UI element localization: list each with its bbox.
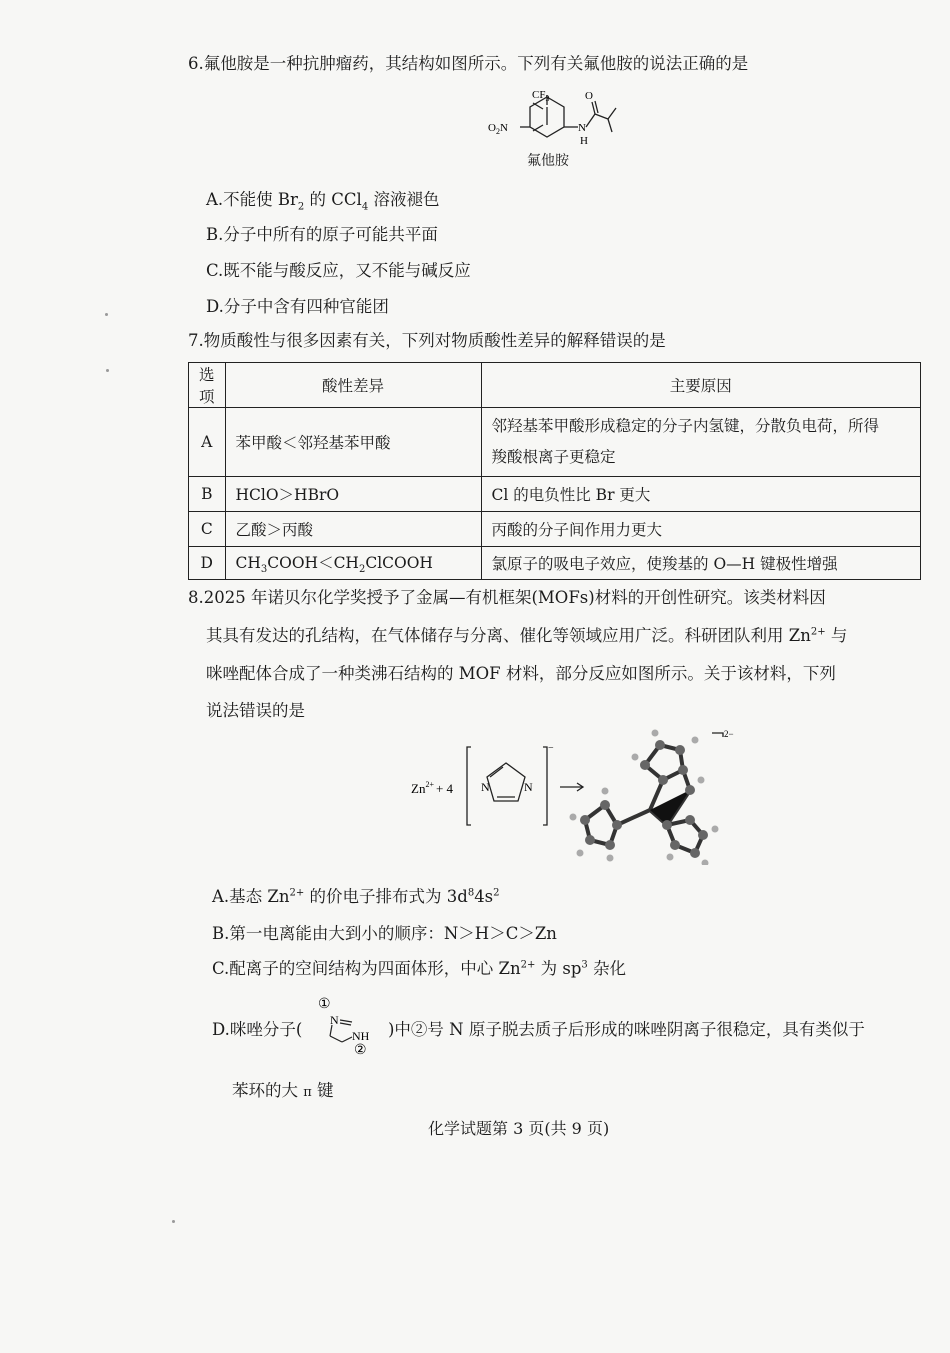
row-d-reason: 氯原子的吸电子效应，使羧基的 O—H 键极性增强 — [481, 547, 920, 580]
table-header-row — [189, 363, 921, 408]
imidazole-nh: NH — [352, 1029, 370, 1043]
q6-option-c: C.既不能与酸反应，又不能与碱反应 — [206, 261, 471, 280]
q8-option-d-post: )中②号 N 原子脱去质子后形成的咪唑阴离子很稳定，具有类似于 — [388, 1020, 865, 1039]
scan-speck — [105, 313, 108, 316]
zn-ion-label: $Zn^{2+} + 4$ — [411, 780, 454, 796]
o2n-label: $O_2N$ — [488, 122, 508, 136]
table-row — [189, 477, 921, 512]
carbonyl-o-label: O — [585, 90, 593, 102]
q8-option-d-pre: D.咪唑分子( — [212, 1020, 303, 1039]
table-row — [189, 512, 921, 547]
page-footer: 化学试题第 3 页(共 9 页) — [428, 1119, 610, 1138]
scan-speck — [106, 369, 109, 372]
imidazole-n-right: N — [524, 780, 533, 794]
q7-stem: 7.物质酸性与很多因素有关，下列对物质酸性差异的解释错误的是 — [188, 331, 666, 350]
row-a-reason: 邻羟基苯甲酸形成稳定的分子内氢键，分散负电荷，所得 羧酸根离子更稳定 — [481, 408, 920, 477]
zn-imidazole-reaction-figure — [405, 725, 735, 865]
header-acid-difference: 酸性差异 — [225, 363, 481, 408]
q8-stem-line3: 咪唑配体合成了一种类沸石结构的 MOF 材料，部分反应如图所示。关于该材料，下列 — [206, 664, 836, 683]
q8-stem-line4: 说法错误的是 — [206, 701, 305, 720]
imidazole-n-left: N — [481, 780, 490, 794]
imidazole-molecule-inline — [316, 992, 388, 1056]
q6-option-b: B.分子中所有的原子可能共平面 — [206, 225, 438, 244]
row-d-option: D — [189, 547, 226, 580]
header-main-reason: 主要原因 — [481, 363, 920, 408]
q6-stem: 6.氟他胺是一种抗肿瘤药，其结构如图所示。下列有关氟他胺的说法正确的是 — [188, 54, 749, 73]
q6-option-d: D.分子中含有四种官能团 — [206, 297, 389, 316]
row-b-diff: HClO＞HBrO — [225, 477, 481, 512]
row-c-reason: 丙酸的分子间作用力更大 — [481, 512, 920, 547]
complex-ball-stick-model — [570, 730, 719, 866]
q8-option-c: C.配离子的空间结构为四面体形，中心 $Zn^{2+}$ 为 $sp^3$ 杂化 — [212, 959, 627, 978]
row-a-diff: 苯甲酸＜邻羟基苯甲酸 — [225, 408, 481, 477]
q8-option-a: A.基态 $Zn^{2+}$ 的价电子排布式为 $3d^84s^2$ — [212, 887, 500, 906]
table-row — [189, 408, 921, 477]
flutamide-caption: 氟他胺 — [527, 153, 569, 169]
amide-h-label: H — [580, 135, 588, 147]
row-d-diff: $CH_3COOH<CH_2ClCOOH$ — [225, 547, 481, 580]
row-b-reason: Cl 的电负性比 Br 更大 — [481, 477, 920, 512]
row-b-option: B — [189, 477, 226, 512]
table-row — [189, 547, 921, 580]
amide-n-label: N — [578, 122, 586, 134]
q8-option-b: B.第一电离能由大到小的顺序：N＞H＞C＞Zn — [212, 924, 557, 943]
flutamide-structure — [480, 86, 640, 156]
complex-charge: 2− — [724, 729, 734, 739]
pi-symbol: π — [303, 1085, 312, 1100]
q8-option-d-line2: 苯环的大 π 键 — [232, 1081, 334, 1100]
anion-charge: − — [548, 743, 554, 754]
acidity-table — [188, 362, 921, 580]
q6-option-a: A.不能使 $Br_2$ 的 CCl$_4$ 溶液褪色 — [206, 190, 440, 213]
row-a-option: A — [189, 408, 226, 477]
imidazole-n1: N — [330, 1013, 339, 1027]
circled-1: ① — [318, 996, 331, 1012]
q8-stem-line2: 其具有发达的孔结构，在气体储存与分离、催化等领域应用广泛。科研团队利用 $Zn^{2+}$ 与 — [206, 626, 848, 645]
q8-stem-line1: 8.2025 年诺贝尔化学奖授予了金属—有机框架(MOFs)材料的开创性研究。该类材料因 — [188, 588, 826, 607]
row-c-diff: 乙酸＞丙酸 — [225, 512, 481, 547]
imidazole-ring — [487, 763, 525, 801]
scan-speck — [172, 1220, 175, 1223]
header-option: 选项 — [189, 363, 226, 408]
cf3-label: $CF_3$ — [532, 89, 550, 103]
circled-2: ② — [354, 1042, 367, 1056]
row-c-option: C — [189, 512, 226, 547]
